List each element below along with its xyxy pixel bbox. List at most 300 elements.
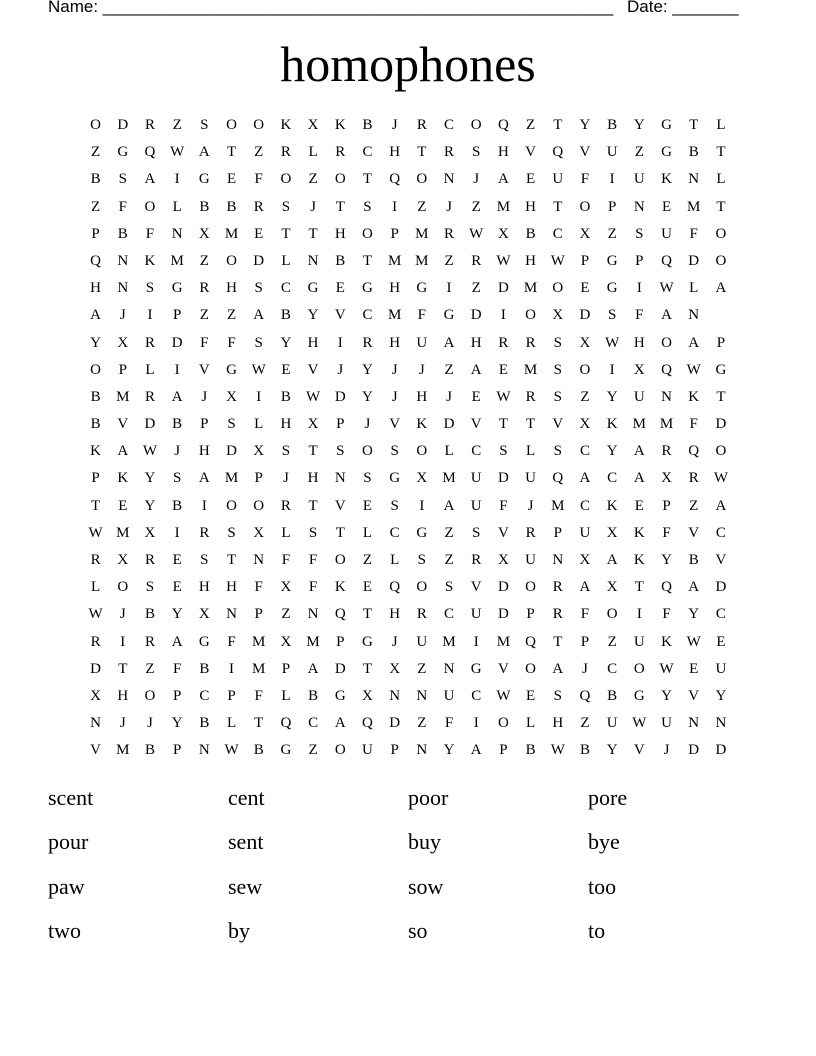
grid-letter: U (470, 606, 482, 623)
grid-letter: M (551, 497, 565, 514)
word-bank-row (48, 865, 768, 909)
grid-letter: P (172, 687, 182, 704)
grid-letter: P (172, 307, 182, 324)
grid-letter: I (229, 660, 235, 677)
grid-letter: T (553, 117, 563, 133)
grid-letter: I (636, 606, 642, 623)
grid-letter: T (91, 497, 101, 514)
word-bank-word: pour (48, 829, 89, 855)
grid-letter: Z (634, 144, 644, 161)
grid-letter: S (607, 307, 617, 324)
grid-letter: R (144, 388, 155, 405)
grid-letter: I (609, 171, 615, 188)
grid-letter: B (172, 497, 183, 514)
grid-letter: G (715, 361, 727, 378)
grid-letter: F (254, 687, 263, 704)
grid-letter: O (470, 117, 482, 133)
grid-letter: X (389, 660, 401, 677)
grid-letter: M (523, 280, 538, 297)
grid-letter: N (307, 606, 319, 623)
grid-letter: R (498, 334, 509, 351)
grid-letter: S (172, 470, 182, 487)
grid-letter: V (633, 742, 645, 759)
grid-letter: O (661, 334, 672, 351)
grid-row (82, 302, 735, 329)
grid-letter: U (606, 144, 618, 161)
grid-letter: A (117, 443, 129, 460)
grid-letter: E (362, 579, 373, 596)
grid-letter: T (362, 171, 373, 188)
grid-letter: C (607, 470, 618, 487)
grid-letter: U (525, 552, 537, 568)
grid-letter: O (144, 198, 156, 215)
grid-letter: V (470, 416, 482, 433)
grid-letter: L (91, 579, 101, 596)
grid-letter: S (308, 524, 318, 541)
grid-letter: D (497, 280, 509, 297)
grid-letter: G (416, 524, 428, 541)
grid-letter: P (254, 470, 263, 487)
grid-letter: P (281, 660, 291, 677)
grid-letter: X (226, 388, 237, 405)
grid-letter: Y (171, 606, 183, 623)
grid-letter: H (280, 416, 292, 433)
grid-letter: Q (661, 361, 672, 378)
grid-letter: S (200, 552, 209, 568)
grid-letter: S (553, 388, 562, 405)
grid-letter: N (117, 252, 129, 269)
grid-letter: G (362, 280, 373, 297)
grid-letter: G (226, 361, 237, 378)
grid-letter: G (334, 687, 346, 704)
grid-letter: O (525, 307, 537, 324)
grid-letter: C (362, 307, 373, 324)
grid-letter: R (362, 334, 373, 351)
grid-letter: V (334, 307, 346, 324)
grid-letter: X (579, 552, 591, 568)
grid-letter: I (174, 361, 180, 378)
grid-letter: A (307, 660, 319, 677)
grid-letter: L (226, 715, 237, 732)
grid-letter: M (442, 470, 456, 487)
grid-letter: Y (661, 552, 672, 568)
grid-letter: B (199, 198, 210, 215)
grid-letter: V (579, 144, 591, 161)
grid-letter: X (117, 552, 129, 568)
grid-letter: P (254, 606, 263, 623)
grid-letter: E (498, 361, 508, 378)
grid-letter: X (90, 687, 102, 704)
grid-letter: P (580, 252, 590, 269)
grid-letter: E (634, 497, 644, 514)
grid-letter: R (280, 144, 291, 161)
grid-letter: D (715, 416, 727, 433)
grid-row (82, 330, 735, 357)
grid-letter: P (200, 416, 209, 433)
grid-letter: R (199, 524, 210, 541)
grid-letter: A (633, 470, 645, 487)
grid-letter: I (120, 633, 126, 650)
grid-letter: B (90, 388, 101, 405)
grid-letter: S (390, 443, 399, 460)
grid-letter: M (224, 470, 239, 487)
grid-letter: M (415, 225, 429, 242)
grid-letter: N (307, 252, 319, 269)
grid-letter: K (334, 117, 346, 133)
grid-letter: Z (471, 198, 481, 215)
grid-letter: R (90, 552, 101, 568)
grid-letter: G (362, 633, 373, 650)
grid-letter: A (443, 497, 455, 514)
grid-letter: S (417, 552, 427, 568)
grid-letter: F (580, 171, 590, 188)
grid-letter: R (416, 117, 427, 133)
grid-row (82, 547, 735, 574)
grid-letter: M (415, 252, 429, 269)
grid-row (82, 248, 735, 275)
grid-letter: U (633, 171, 645, 188)
grid-letter: H (389, 144, 401, 161)
grid-letter: K (606, 497, 618, 514)
grid-letter: R (552, 606, 563, 623)
grid-letter: R (416, 606, 427, 623)
word-bank (48, 776, 768, 953)
grid-letter: B (226, 198, 237, 215)
grid-letter: Y (144, 497, 156, 514)
grid-letter: F (662, 606, 671, 623)
grid-letter: U (525, 470, 537, 487)
grid-letter: S (227, 416, 236, 433)
grid-letter: B (607, 117, 618, 133)
grid-letter: R (525, 524, 536, 541)
grid-letter: O (362, 443, 373, 460)
grid-letter: T (553, 633, 563, 650)
page-title: homophones (280, 36, 536, 92)
grid-letter: C (579, 497, 590, 514)
grid-letter: J (119, 715, 126, 732)
grid-letter: X (198, 225, 210, 242)
grid-letter: T (716, 144, 726, 161)
grid-letter: N (443, 171, 455, 188)
grid-letter: N (90, 715, 102, 732)
grid-letter: C (471, 687, 482, 704)
grid-letter: U (416, 633, 428, 650)
grid-letter: T (118, 660, 128, 677)
grid-letter: Q (497, 117, 509, 133)
grid-letter: P (390, 742, 399, 759)
grid-letter: C (308, 715, 319, 732)
grid-letter: F (227, 633, 236, 650)
grid-letter: Q (661, 579, 672, 596)
grid-letter: N (198, 742, 210, 759)
grid-letter: O (226, 117, 237, 133)
grid-letter: X (497, 225, 509, 242)
grid-letter: B (117, 225, 128, 242)
grid-letter: B (280, 388, 291, 405)
grid-letter: S (444, 579, 454, 596)
grid-letter: O (525, 579, 537, 596)
grid-letter: M (632, 416, 647, 433)
grid-letter: B (688, 552, 699, 568)
grid-letter: Y (633, 117, 645, 133)
grid-letter: T (498, 416, 508, 433)
grid-letter: G (416, 280, 428, 297)
grid-letter: G (470, 660, 482, 677)
word-bank-word: pore (588, 785, 628, 811)
grid-letter: X (362, 687, 373, 704)
grid-letter: T (716, 198, 726, 215)
grid-letter: U (633, 633, 645, 650)
grid-letter: I (473, 633, 479, 650)
grid-letter: R (471, 252, 482, 269)
grid-letter: V (334, 497, 346, 514)
grid-letter: V (389, 416, 401, 433)
grid-letter: Z (580, 388, 590, 405)
grid-letter: S (553, 443, 562, 460)
grid-letter: U (633, 388, 645, 405)
grid-letter: H (470, 334, 482, 351)
grid-letter: P (336, 633, 345, 650)
grid-letter: H (198, 443, 210, 460)
grid-letter: J (446, 388, 452, 405)
grid-letter: U (362, 742, 373, 759)
grid-letter: D (226, 443, 237, 460)
grid-row (82, 683, 735, 710)
grid-letter: O (280, 171, 292, 188)
grid-letter: O (226, 252, 237, 269)
grid-letter: L (716, 171, 726, 188)
grid-letter: I (174, 524, 180, 541)
grid-letter: H (198, 579, 210, 596)
grid-letter: M (252, 633, 266, 650)
letter-grid (82, 112, 735, 765)
grid-letter: X (606, 524, 618, 541)
grid-letter: D (497, 470, 509, 487)
grid-letter: Z (199, 307, 209, 324)
grid-letter: M (116, 524, 130, 541)
grid-letter: W (224, 742, 239, 759)
grid-letter: R (444, 225, 455, 242)
grid-letter: R (144, 633, 155, 650)
grid-letter: A (688, 334, 700, 351)
grid-letter: J (391, 361, 398, 378)
grid-letter: A (334, 715, 346, 732)
grid-letter: O (606, 606, 618, 623)
grid-letter: J (663, 742, 670, 759)
grid-letter: C (444, 117, 455, 133)
grid-letter: F (689, 416, 698, 433)
grid-letter: O (90, 361, 102, 378)
grid-letter: R (525, 334, 536, 351)
grid-letter: S (472, 144, 481, 161)
grid-letter: H (90, 280, 102, 297)
grid-letter: K (90, 443, 102, 460)
grid-letter: O (416, 171, 428, 188)
grid-letter: N (443, 660, 455, 677)
word-bank-word: buy (408, 829, 441, 855)
grid-letter: W (659, 280, 674, 297)
grid-letter: N (688, 171, 700, 188)
grid-letter: B (280, 307, 291, 324)
grid-letter: X (606, 579, 618, 596)
grid-letter: C (389, 524, 400, 541)
grid-letter: A (470, 742, 482, 759)
grid-letter: Y (688, 606, 700, 623)
grid-letter: E (526, 171, 536, 188)
grid-letter: N (633, 198, 645, 215)
grid-letter: N (416, 687, 428, 704)
grid-letter: D (715, 579, 727, 596)
grid-letter: N (661, 388, 672, 405)
grid-letter: S (390, 497, 399, 514)
grid-letter: J (310, 198, 317, 215)
grid-letter: X (280, 633, 292, 650)
grid-letter: X (307, 416, 319, 433)
grid-letter: X (280, 579, 292, 596)
grid-letter: P (227, 687, 236, 704)
grid-letter: H (307, 334, 319, 351)
grid-letter: Y (443, 742, 455, 759)
grid-letter: S (227, 524, 236, 541)
grid-letter: Y (579, 117, 591, 133)
grid-letter: G (389, 470, 401, 487)
grid-letter: Y (606, 443, 618, 460)
grid-letter: Z (308, 742, 318, 759)
grid-letter: J (119, 606, 126, 623)
grid-letter: D (117, 117, 129, 133)
grid-letter: L (526, 443, 536, 460)
grid-letter: O (633, 660, 645, 677)
grid-letter: Q (144, 144, 156, 161)
grid-letter: H (117, 687, 129, 704)
grid-letter: G (633, 687, 645, 704)
grid-letter: W (306, 388, 321, 405)
grid-letter: J (119, 307, 126, 324)
grid-letter: W (713, 470, 728, 487)
grid-letter: L (362, 524, 373, 541)
grid-letter: J (473, 171, 480, 188)
grid-letter: Z (444, 252, 454, 269)
grid-letter: S (553, 361, 562, 378)
grid-letter: U (579, 524, 591, 541)
grid-letter: H (307, 470, 319, 487)
grid-letter: L (281, 524, 291, 541)
grid-letter: O (334, 552, 346, 568)
grid-letter: K (416, 416, 428, 433)
grid-letter: F (662, 524, 671, 541)
grid-letter: X (144, 524, 156, 541)
grid-letter: I (609, 361, 615, 378)
grid-letter: L (444, 443, 454, 460)
grid-letter: Y (715, 687, 727, 704)
grid-letter: Z (444, 552, 454, 568)
grid-letter: I (256, 388, 262, 405)
grid-letter: J (582, 660, 588, 677)
grid-letter: S (145, 579, 155, 596)
grid-row (82, 629, 735, 656)
grid-letter: K (688, 388, 700, 405)
grid-letter: K (633, 524, 645, 541)
grid-row (82, 275, 735, 302)
grid-letter: K (144, 252, 156, 269)
grid-letter: V (497, 660, 509, 677)
grid-letter: Q (552, 144, 564, 161)
grid-letter: U (470, 497, 482, 514)
grid-letter: X (253, 524, 265, 541)
grid-letter: V (715, 552, 727, 568)
grid-letter: T (281, 225, 291, 242)
grid-letter: O (334, 171, 346, 188)
grid-letter: E (471, 388, 481, 405)
grid-letter: Q (688, 443, 700, 460)
grid-letter: F (308, 552, 318, 568)
grid-letter: O (90, 117, 102, 133)
word-bank-word: bye (588, 829, 620, 855)
grid-letter: W (88, 524, 103, 541)
grid-letter: G (606, 280, 618, 297)
grid-letter: O (253, 497, 265, 514)
grid-letter: P (526, 606, 535, 623)
grid-letter: X (661, 470, 672, 487)
grid-letter: S (145, 280, 155, 297)
grid-letter: M (687, 198, 701, 215)
grid-letter: N (688, 307, 700, 324)
grid-letter: N (389, 687, 401, 704)
grid-letter: P (336, 416, 345, 433)
grid-letter: Q (362, 715, 373, 732)
grid-letter: S (118, 171, 127, 188)
grid-letter: V (117, 416, 129, 433)
word-bank-row (48, 820, 768, 864)
grid-letter: Y (606, 742, 618, 759)
grid-letter: V (552, 416, 564, 433)
grid-letter: Z (172, 117, 182, 133)
grid-letter: Z (444, 361, 454, 378)
grid-letter: B (144, 742, 155, 759)
grid-letter: I (473, 715, 479, 732)
grid-letter: O (579, 361, 591, 378)
grid-letter: O (362, 225, 373, 242)
grid-letter: N (552, 552, 564, 568)
grid-letter: E (526, 687, 536, 704)
grid-letter: A (171, 388, 183, 405)
word-bank-word: sow (408, 873, 444, 899)
grid-letter: J (418, 361, 425, 378)
word-bank-word: sent (228, 829, 264, 855)
grid-letter: N (416, 742, 428, 759)
grid-letter: W (170, 144, 185, 161)
grid-letter: Q (90, 252, 102, 269)
grid-letter: X (416, 470, 428, 487)
grid-letter: M (442, 633, 456, 650)
grid-letter: Z (417, 715, 427, 732)
grid-letter: T (335, 198, 345, 215)
grid-letter: C (715, 524, 726, 541)
grid-letter: W (632, 715, 647, 732)
grid-letter: H (334, 225, 346, 242)
grid-letter: H (226, 280, 237, 297)
grid-letter: O (334, 742, 346, 759)
grid-letter: D (715, 742, 727, 759)
grid-letter: X (579, 416, 591, 433)
grid-letter: X (552, 307, 564, 324)
word-bank-row (48, 909, 768, 953)
grid-letter: G (171, 280, 183, 297)
grid-letter: O (497, 715, 509, 732)
grid-letter: G (606, 252, 618, 269)
grid-letter: X (579, 334, 591, 351)
grid-letter: M (496, 633, 511, 650)
